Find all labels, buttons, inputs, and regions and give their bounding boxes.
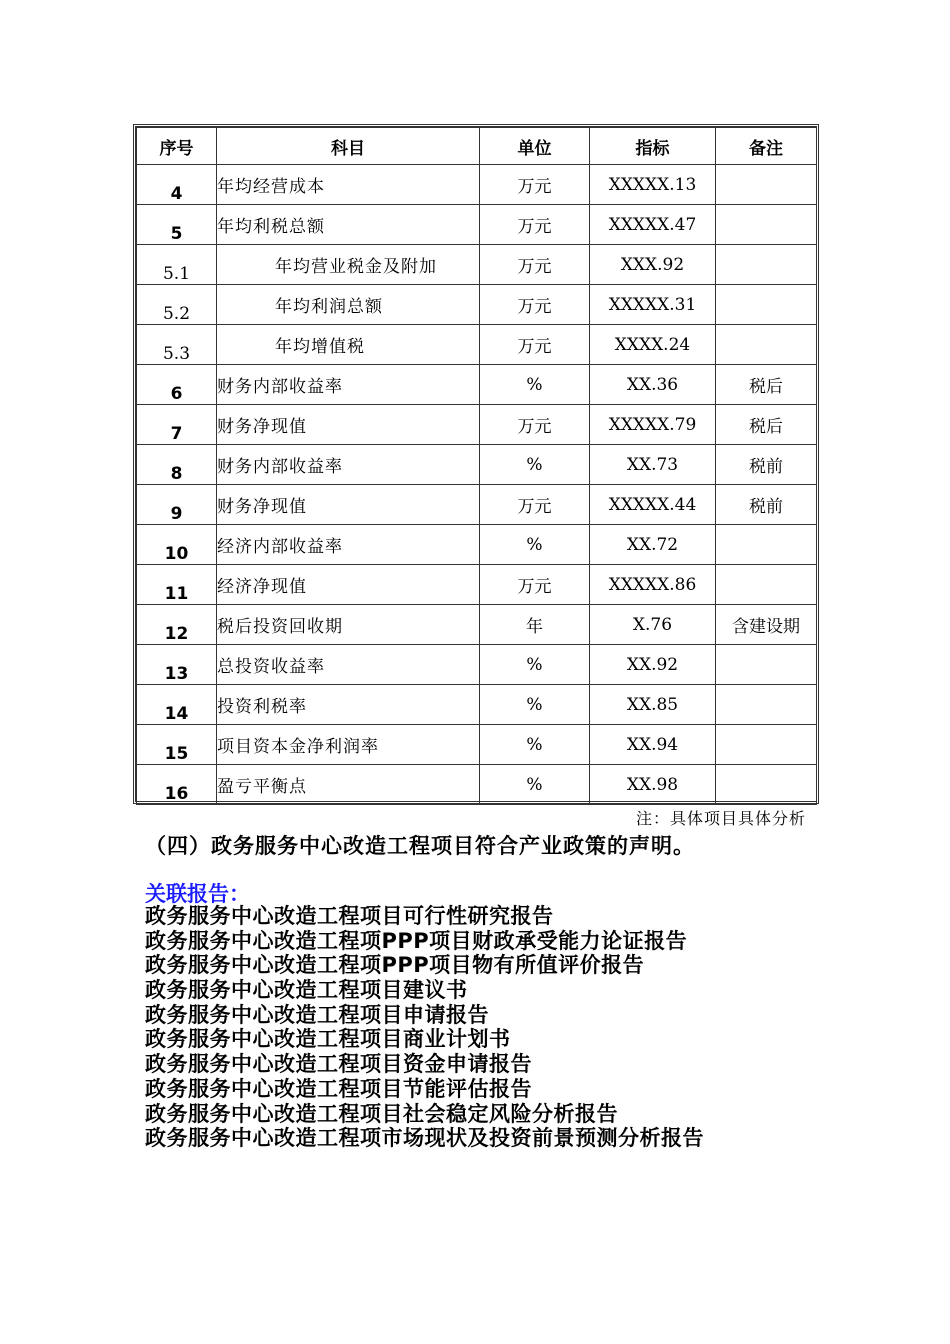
cell-item: 财务内部收益率 [217, 365, 480, 405]
cell-unit: 万元 [480, 285, 590, 325]
related-report-link[interactable]: 政务服务中心改造工程项目建议书 [145, 978, 468, 1003]
cell-no: 4 [137, 165, 217, 205]
header-item: 科目 [217, 128, 480, 165]
cell-item: 投资利税率 [217, 685, 480, 725]
cell-unit: % [480, 765, 590, 805]
cell-note: 税前 [716, 445, 817, 485]
table-footnote: 注：具体项目具体分析 [635, 809, 806, 828]
related-report-link[interactable]: 政务服务中心改造工程项市场现状及投资前景预测分析报告 [145, 1126, 704, 1151]
cell-value: XXXXX.13 [590, 165, 716, 205]
cell-unit: % [480, 525, 590, 565]
cell-note: 税后 [716, 405, 817, 445]
table-row [137, 485, 817, 525]
cell-value: XXXXX.47 [590, 205, 716, 245]
table-row [137, 285, 817, 325]
cell-unit: % [480, 725, 590, 765]
cell-value: XXX.92 [590, 245, 716, 285]
cell-no: 11 [137, 565, 217, 605]
cell-no: 14 [137, 685, 217, 725]
related-reports-title: 关联报告： [145, 882, 250, 906]
cell-item: 财务内部收益率 [217, 445, 480, 485]
cell-no: 10 [137, 525, 217, 565]
cell-no: 12 [137, 605, 217, 645]
cell-item: 税后投资回收期 [217, 605, 480, 645]
cell-no: 5.3 [137, 325, 217, 365]
related-report-link[interactable]: 政务服务中心改造工程项目商业计划书 [145, 1027, 511, 1052]
cell-value: XXXXX.31 [590, 285, 716, 325]
cell-unit: % [480, 645, 590, 685]
cell-unit: % [480, 365, 590, 405]
cell-item: 财务净现值 [217, 485, 480, 525]
cell-note [716, 325, 817, 365]
related-report-link[interactable]: 政务服务中心改造工程项目社会稳定风险分析报告 [145, 1101, 618, 1126]
cell-note [716, 645, 817, 685]
cell-note: 税后 [716, 365, 817, 405]
cell-item: 盈亏平衡点 [217, 765, 480, 805]
table-row [137, 165, 817, 205]
related-report-link[interactable]: 政务服务中心改造工程项PPP项目财政承受能力论证报告 [145, 928, 688, 953]
related-report-link[interactable]: 政务服务中心改造工程项PPP项目物有所值评价报告 [145, 953, 645, 978]
cell-no: 8 [137, 445, 217, 485]
cell-no: 5.1 [137, 245, 217, 285]
table-row [137, 525, 817, 565]
cell-unit: 年 [480, 605, 590, 645]
cell-note [716, 165, 817, 205]
indicator-table-frame [133, 124, 819, 804]
cell-value: XXXXX.79 [590, 405, 716, 445]
cell-item: 总投资收益率 [217, 645, 480, 685]
cell-no: 6 [137, 365, 217, 405]
cell-value: XX.85 [590, 685, 716, 725]
cell-item: 年均营业税金及附加 [217, 245, 480, 285]
table-row [137, 325, 817, 365]
cell-value: XX.92 [590, 645, 716, 685]
cell-no: 5.2 [137, 285, 217, 325]
cell-value: XX.98 [590, 765, 716, 805]
cell-note [716, 765, 817, 805]
cell-note: 含建设期 [716, 605, 817, 645]
header-unit: 单位 [480, 128, 590, 165]
cell-item: 经济内部收益率 [217, 525, 480, 565]
cell-unit: 万元 [480, 325, 590, 365]
cell-unit: 万元 [480, 565, 590, 605]
cell-item: 年均增值税 [217, 325, 480, 365]
cell-no: 9 [137, 485, 217, 525]
cell-note [716, 205, 817, 245]
table-row [137, 565, 817, 605]
indicator-table [136, 127, 817, 805]
related-report-link[interactable]: 政务服务中心改造工程项目可行性研究报告 [145, 904, 554, 928]
related-report-link[interactable]: 政务服务中心改造工程项目申请报告 [145, 1002, 489, 1027]
cell-value: XXXXX.86 [590, 565, 716, 605]
table-row [137, 365, 817, 405]
cell-unit: 万元 [480, 485, 590, 525]
cell-no: 16 [137, 765, 217, 805]
related-report-link[interactable]: 政务服务中心改造工程项目节能评估报告 [145, 1076, 532, 1101]
table-row [137, 765, 817, 805]
cell-note: 税前 [716, 485, 817, 525]
cell-unit: 万元 [480, 165, 590, 205]
cell-note [716, 685, 817, 725]
header-value: 指标 [590, 128, 716, 165]
table-row [137, 445, 817, 485]
cell-note [716, 245, 817, 285]
header-note: 备注 [716, 128, 817, 165]
table-header-row [137, 128, 817, 165]
cell-note [716, 565, 817, 605]
cell-item: 经济净现值 [217, 565, 480, 605]
cell-unit: 万元 [480, 205, 590, 245]
table-row [137, 725, 817, 765]
cell-value: XXXX.24 [590, 325, 716, 365]
cell-item: 项目资本金净利润率 [217, 725, 480, 765]
cell-value: XX.72 [590, 525, 716, 565]
cell-value: X.76 [590, 605, 716, 645]
section-heading: （四）政务服务中心改造工程项目符合产业政策的声明。 [145, 834, 695, 858]
table-row [137, 245, 817, 285]
cell-item: 年均利润总额 [217, 285, 480, 325]
table-row [137, 405, 817, 445]
cell-unit: % [480, 685, 590, 725]
cell-note [716, 525, 817, 565]
cell-value: XXXXX.44 [590, 485, 716, 525]
cell-unit: 万元 [480, 405, 590, 445]
cell-note [716, 285, 817, 325]
table-row [137, 645, 817, 685]
cell-value: XX.36 [590, 365, 716, 405]
cell-note [716, 725, 817, 765]
cell-no: 13 [137, 645, 217, 685]
cell-item: 年均经营成本 [217, 165, 480, 205]
table-row [137, 205, 817, 245]
table-body [137, 165, 817, 805]
cell-item: 财务净现值 [217, 405, 480, 445]
table-row [137, 685, 817, 725]
cell-unit: % [480, 445, 590, 485]
cell-no: 15 [137, 725, 217, 765]
cell-unit: 万元 [480, 245, 590, 285]
related-reports-list [145, 904, 704, 1151]
table-row [137, 605, 817, 645]
cell-value: XX.73 [590, 445, 716, 485]
cell-item: 年均利税总额 [217, 205, 480, 245]
cell-no: 5 [137, 205, 217, 245]
related-report-link[interactable]: 政务服务中心改造工程项目资金申请报告 [145, 1052, 532, 1077]
cell-value: XX.94 [590, 725, 716, 765]
cell-no: 7 [137, 405, 217, 445]
header-no: 序号 [137, 128, 217, 165]
